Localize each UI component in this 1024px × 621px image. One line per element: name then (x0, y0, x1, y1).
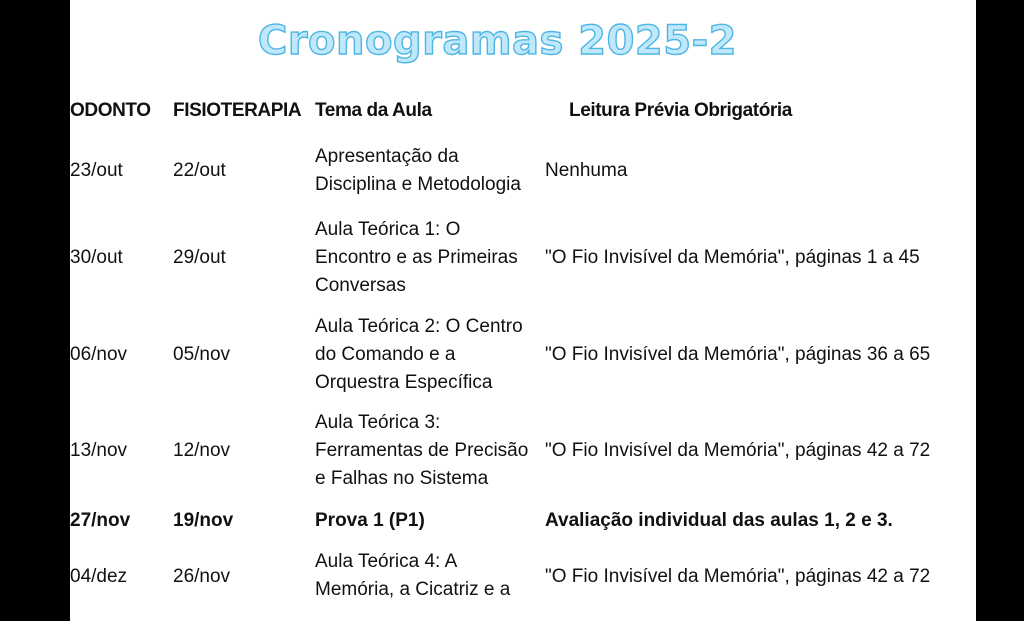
header-fisioterapia: FISIOTERAPIA (173, 100, 302, 121)
cell-reading: "O Fio Invisível da Memória", páginas 1 a 45 (545, 247, 920, 268)
cell-reading: "O Fio Invisível da Memória", páginas 42 a 72 (545, 566, 931, 587)
table-row (70, 496, 976, 546)
table-row (70, 212, 976, 304)
cell-fisio-date: 05/nov (173, 344, 231, 365)
header-leitura: Leitura Prévia Obrigatória (569, 100, 792, 121)
cell-odonto-date: 13/nov (70, 440, 128, 461)
cell-fisio-date: 22/out (173, 160, 226, 181)
header-tema: Tema da Aula (315, 100, 432, 121)
cell-odonto-date: 06/nov (70, 344, 128, 365)
schedule-table (70, 92, 976, 608)
cell-odonto-date: 27/nov (70, 510, 131, 531)
cell-reading: "O Fio Invisível da Memória", páginas 36 a 65 (545, 344, 931, 365)
cell-fisio-date: 29/out (173, 247, 226, 268)
table-header-row (70, 92, 976, 130)
table-row (70, 304, 976, 406)
cell-topic: Apresentação da Disciplina e Metodologia (315, 146, 521, 195)
cell-reading: "O Fio Invisível da Memória", páginas 42 a 72 (545, 440, 931, 461)
cell-topic: Aula Teórica 2: O Centro do Comando e a Orquestra Específica (315, 316, 523, 393)
cell-fisio-date: 26/nov (173, 566, 231, 587)
cell-fisio-date: 19/nov (173, 510, 234, 531)
cell-odonto-date: 23/out (70, 160, 123, 181)
table-row (70, 130, 976, 212)
document-page (70, 0, 976, 621)
cell-topic: Prova 1 (P1) (315, 510, 425, 531)
cell-odonto-date: 04/dez (70, 566, 128, 587)
table-row (70, 406, 976, 496)
cell-topic: Aula Teórica 3: Ferramentas de Precisão e Falhas no Sistema (315, 412, 529, 489)
cell-reading: Nenhuma (545, 160, 628, 181)
header-odonto: ODONTO (70, 100, 151, 121)
cell-odonto-date: 30/out (70, 247, 123, 268)
cell-topic: Aula Teórica 4: A Memória, a Cicatriz e a (315, 551, 511, 600)
cell-reading: Avaliação individual das aulas 1, 2 e 3. (545, 510, 893, 531)
cell-fisio-date: 12/nov (173, 440, 231, 461)
page-title: Cronogramas 2025-2 (257, 18, 738, 64)
cell-topic: Aula Teórica 1: O Encontro e as Primeiras Conversas (315, 219, 518, 296)
table-row (70, 546, 976, 608)
